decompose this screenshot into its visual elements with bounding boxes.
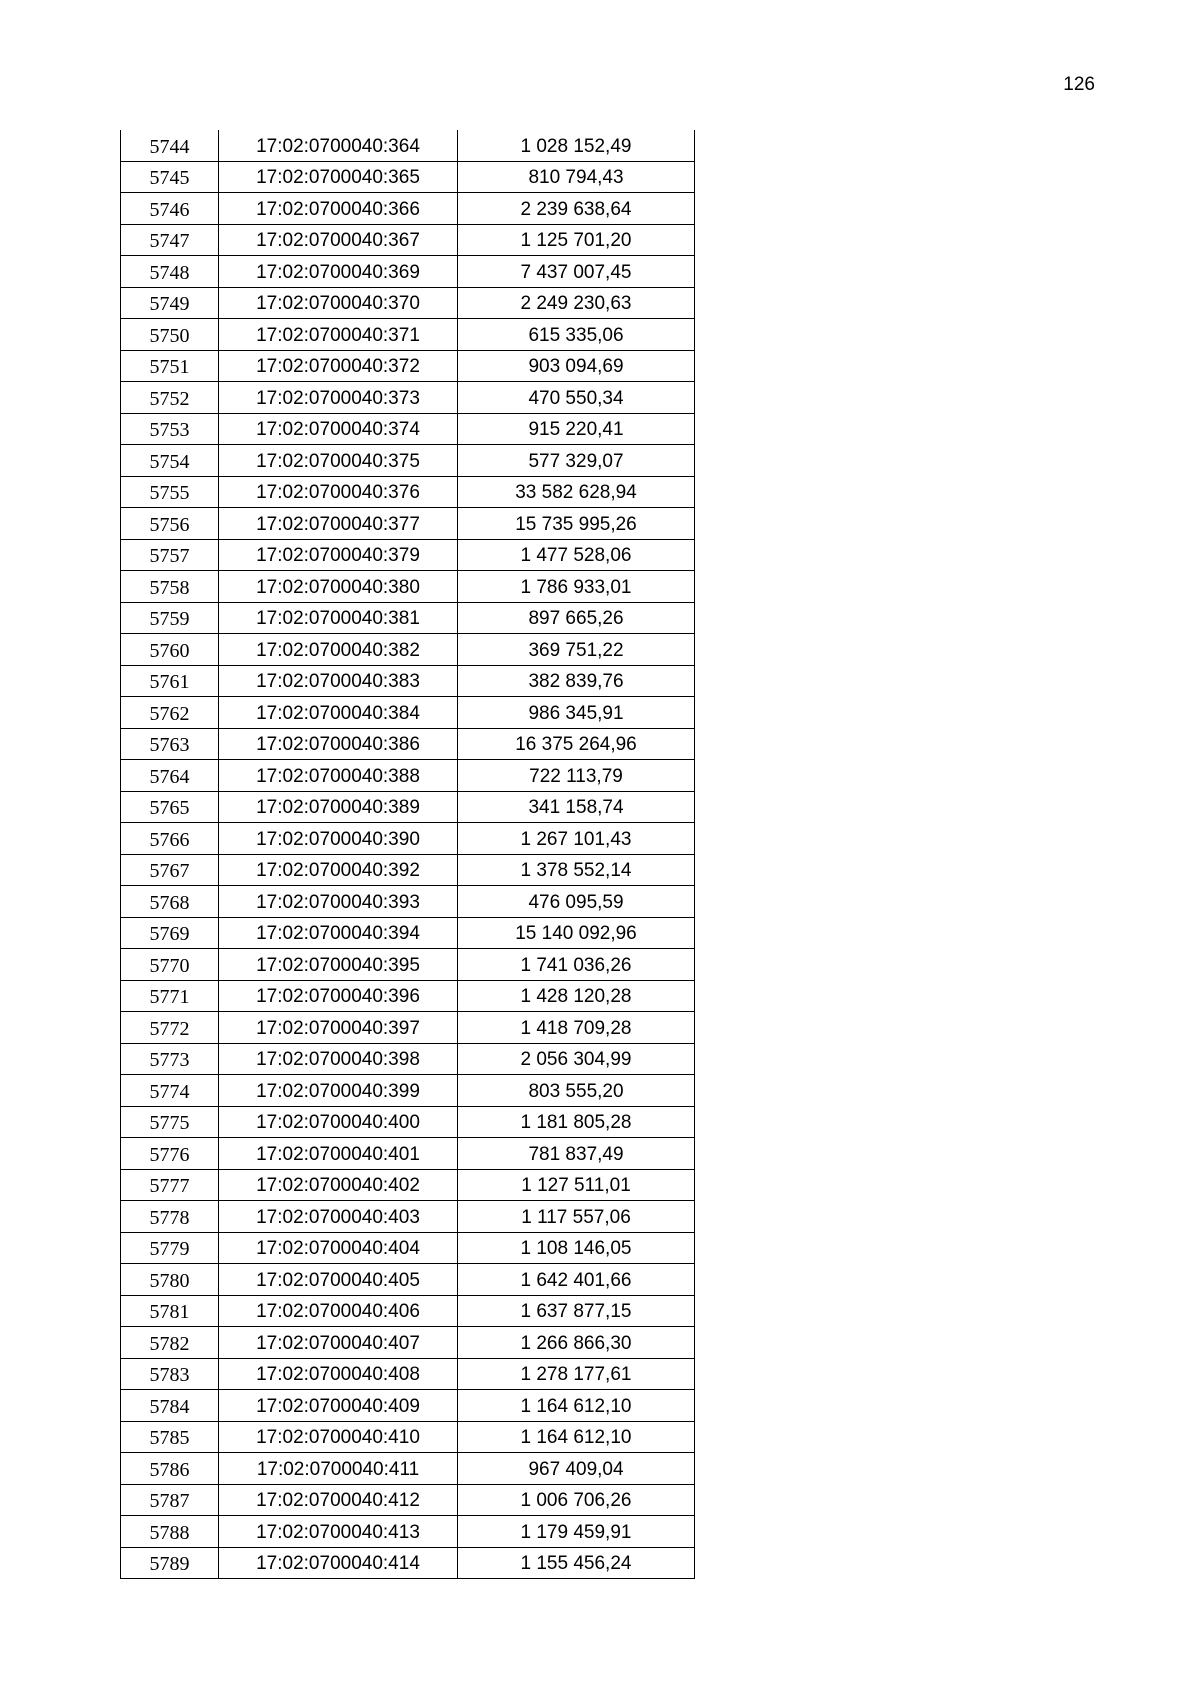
value-cell: 1 267 101,43 bbox=[458, 823, 695, 855]
cadastral-number-cell: 17:02:0700040:374 bbox=[219, 413, 458, 445]
value-cell: 803 555,20 bbox=[458, 1075, 695, 1107]
row-number-cell: 5765 bbox=[121, 791, 219, 823]
value-cell: 1 181 805,28 bbox=[458, 1106, 695, 1138]
row-number-cell: 5769 bbox=[121, 917, 219, 949]
cadastral-number-cell: 17:02:0700040:380 bbox=[219, 571, 458, 603]
table-row bbox=[121, 823, 695, 855]
row-number-cell: 5750 bbox=[121, 319, 219, 351]
table-row bbox=[121, 319, 695, 351]
row-number-cell: 5761 bbox=[121, 665, 219, 697]
cadastral-number-cell: 17:02:0700040:370 bbox=[219, 287, 458, 319]
cadastral-number-cell: 17:02:0700040:395 bbox=[219, 949, 458, 981]
row-number-cell: 5745 bbox=[121, 161, 219, 193]
cadastral-number-cell: 17:02:0700040:406 bbox=[219, 1295, 458, 1327]
cadastral-number-cell: 17:02:0700040:402 bbox=[219, 1169, 458, 1201]
row-number-cell: 5767 bbox=[121, 854, 219, 886]
cadastral-number-cell: 17:02:0700040:394 bbox=[219, 917, 458, 949]
table-row bbox=[121, 1106, 695, 1138]
row-number-cell: 5757 bbox=[121, 539, 219, 571]
cadastral-number-cell: 17:02:0700040:409 bbox=[219, 1390, 458, 1422]
table-row bbox=[121, 476, 695, 508]
cadastral-number-cell: 17:02:0700040:401 bbox=[219, 1138, 458, 1170]
row-number-cell: 5753 bbox=[121, 413, 219, 445]
table-row bbox=[121, 1516, 695, 1548]
table-row bbox=[121, 508, 695, 540]
value-cell: 15 735 995,26 bbox=[458, 508, 695, 540]
row-number-cell: 5773 bbox=[121, 1043, 219, 1075]
table-row bbox=[121, 571, 695, 603]
value-cell: 470 550,34 bbox=[458, 382, 695, 414]
value-cell: 1 125 701,20 bbox=[458, 224, 695, 256]
table-row bbox=[121, 1201, 695, 1233]
table-row bbox=[121, 917, 695, 949]
table-row bbox=[121, 728, 695, 760]
row-number-cell: 5782 bbox=[121, 1327, 219, 1359]
cadastral-number-cell: 17:02:0700040:398 bbox=[219, 1043, 458, 1075]
value-cell: 2 056 304,99 bbox=[458, 1043, 695, 1075]
cadastral-number-cell: 17:02:0700040:404 bbox=[219, 1232, 458, 1264]
row-number-cell: 5766 bbox=[121, 823, 219, 855]
cadastral-number-cell: 17:02:0700040:364 bbox=[219, 130, 458, 161]
value-cell: 915 220,41 bbox=[458, 413, 695, 445]
cadastral-number-cell: 17:02:0700040:399 bbox=[219, 1075, 458, 1107]
table-row bbox=[121, 1547, 695, 1579]
value-cell: 1 642 401,66 bbox=[458, 1264, 695, 1296]
row-number-cell: 5755 bbox=[121, 476, 219, 508]
table-body bbox=[121, 130, 695, 1579]
value-cell: 897 665,26 bbox=[458, 602, 695, 634]
value-cell: 1 418 709,28 bbox=[458, 1012, 695, 1044]
value-cell: 1 477 528,06 bbox=[458, 539, 695, 571]
value-cell: 1 378 552,14 bbox=[458, 854, 695, 886]
cadastral-number-cell: 17:02:0700040:414 bbox=[219, 1547, 458, 1579]
row-number-cell: 5744 bbox=[121, 130, 219, 161]
value-cell: 16 375 264,96 bbox=[458, 728, 695, 760]
cadastral-number-cell: 17:02:0700040:365 bbox=[219, 161, 458, 193]
row-number-cell: 5748 bbox=[121, 256, 219, 288]
table-row bbox=[121, 1453, 695, 1485]
value-cell: 1 155 456,24 bbox=[458, 1547, 695, 1579]
cadastral-number-cell: 17:02:0700040:411 bbox=[219, 1453, 458, 1485]
value-cell: 903 094,69 bbox=[458, 350, 695, 382]
cadastral-number-cell: 17:02:0700040:379 bbox=[219, 539, 458, 571]
cadastral-number-cell: 17:02:0700040:407 bbox=[219, 1327, 458, 1359]
value-cell: 1 164 612,10 bbox=[458, 1421, 695, 1453]
cadastral-number-cell: 17:02:0700040:392 bbox=[219, 854, 458, 886]
value-cell: 1 108 146,05 bbox=[458, 1232, 695, 1264]
table-row bbox=[121, 1169, 695, 1201]
row-number-cell: 5762 bbox=[121, 697, 219, 729]
value-cell: 15 140 092,96 bbox=[458, 917, 695, 949]
row-number-cell: 5780 bbox=[121, 1264, 219, 1296]
table-row bbox=[121, 445, 695, 477]
value-cell: 967 409,04 bbox=[458, 1453, 695, 1485]
table-row bbox=[121, 886, 695, 918]
table-row bbox=[121, 1138, 695, 1170]
table-row bbox=[121, 949, 695, 981]
table-row bbox=[121, 413, 695, 445]
table-row bbox=[121, 1390, 695, 1422]
cadastral-number-cell: 17:02:0700040:413 bbox=[219, 1516, 458, 1548]
table-row bbox=[121, 697, 695, 729]
value-cell: 369 751,22 bbox=[458, 634, 695, 666]
value-cell: 341 158,74 bbox=[458, 791, 695, 823]
page-number: 126 bbox=[1063, 74, 1095, 95]
value-cell: 1 637 877,15 bbox=[458, 1295, 695, 1327]
row-number-cell: 5758 bbox=[121, 571, 219, 603]
value-cell: 1 278 177,61 bbox=[458, 1358, 695, 1390]
table-row bbox=[121, 980, 695, 1012]
value-cell: 781 837,49 bbox=[458, 1138, 695, 1170]
row-number-cell: 5760 bbox=[121, 634, 219, 666]
table-row bbox=[121, 791, 695, 823]
table-row bbox=[121, 224, 695, 256]
table-row bbox=[121, 1358, 695, 1390]
cadastral-number-cell: 17:02:0700040:388 bbox=[219, 760, 458, 792]
cadastral-number-cell: 17:02:0700040:367 bbox=[219, 224, 458, 256]
cadastral-number-cell: 17:02:0700040:400 bbox=[219, 1106, 458, 1138]
cadastral-number-cell: 17:02:0700040:369 bbox=[219, 256, 458, 288]
table-row bbox=[121, 130, 695, 161]
value-cell: 7 437 007,45 bbox=[458, 256, 695, 288]
row-number-cell: 5781 bbox=[121, 1295, 219, 1327]
table-row bbox=[121, 1421, 695, 1453]
row-number-cell: 5774 bbox=[121, 1075, 219, 1107]
value-cell: 986 345,91 bbox=[458, 697, 695, 729]
row-number-cell: 5784 bbox=[121, 1390, 219, 1422]
cadastral-number-cell: 17:02:0700040:366 bbox=[219, 193, 458, 225]
cadastral-number-cell: 17:02:0700040:397 bbox=[219, 1012, 458, 1044]
row-number-cell: 5783 bbox=[121, 1358, 219, 1390]
row-number-cell: 5763 bbox=[121, 728, 219, 760]
row-number-cell: 5746 bbox=[121, 193, 219, 225]
table-row bbox=[121, 854, 695, 886]
row-number-cell: 5752 bbox=[121, 382, 219, 414]
value-cell: 33 582 628,94 bbox=[458, 476, 695, 508]
value-cell: 1 006 706,26 bbox=[458, 1484, 695, 1516]
cadastral-number-cell: 17:02:0700040:372 bbox=[219, 350, 458, 382]
cadastral-number-cell: 17:02:0700040:389 bbox=[219, 791, 458, 823]
value-cell: 1 127 511,01 bbox=[458, 1169, 695, 1201]
value-cell: 2 249 230,63 bbox=[458, 287, 695, 319]
cadastral-number-cell: 17:02:0700040:396 bbox=[219, 980, 458, 1012]
table-row bbox=[121, 1484, 695, 1516]
row-number-cell: 5764 bbox=[121, 760, 219, 792]
cadastral-number-cell: 17:02:0700040:377 bbox=[219, 508, 458, 540]
table-row bbox=[121, 350, 695, 382]
value-cell: 1 428 120,28 bbox=[458, 980, 695, 1012]
value-cell: 1 028 152,49 bbox=[458, 130, 695, 161]
row-number-cell: 5785 bbox=[121, 1421, 219, 1453]
table-row bbox=[121, 1295, 695, 1327]
table-row bbox=[121, 1327, 695, 1359]
value-cell: 1 117 557,06 bbox=[458, 1201, 695, 1233]
table-row bbox=[121, 193, 695, 225]
table-row bbox=[121, 1075, 695, 1107]
row-number-cell: 5751 bbox=[121, 350, 219, 382]
table-row bbox=[121, 1043, 695, 1075]
cadastral-number-cell: 17:02:0700040:386 bbox=[219, 728, 458, 760]
table-row bbox=[121, 634, 695, 666]
table-row bbox=[121, 287, 695, 319]
value-cell: 1 741 036,26 bbox=[458, 949, 695, 981]
row-number-cell: 5771 bbox=[121, 980, 219, 1012]
value-cell: 615 335,06 bbox=[458, 319, 695, 351]
row-number-cell: 5754 bbox=[121, 445, 219, 477]
value-cell: 2 239 638,64 bbox=[458, 193, 695, 225]
value-cell: 1 786 933,01 bbox=[458, 571, 695, 603]
table-row bbox=[121, 161, 695, 193]
cadastral-number-cell: 17:02:0700040:390 bbox=[219, 823, 458, 855]
row-number-cell: 5775 bbox=[121, 1106, 219, 1138]
row-number-cell: 5749 bbox=[121, 287, 219, 319]
row-number-cell: 5779 bbox=[121, 1232, 219, 1264]
cadastral-table bbox=[120, 130, 695, 1579]
value-cell: 577 329,07 bbox=[458, 445, 695, 477]
cadastral-number-cell: 17:02:0700040:382 bbox=[219, 634, 458, 666]
row-number-cell: 5747 bbox=[121, 224, 219, 256]
cadastral-number-cell: 17:02:0700040:393 bbox=[219, 886, 458, 918]
value-cell: 1 266 866,30 bbox=[458, 1327, 695, 1359]
row-number-cell: 5756 bbox=[121, 508, 219, 540]
cadastral-number-cell: 17:02:0700040:381 bbox=[219, 602, 458, 634]
value-cell: 382 839,76 bbox=[458, 665, 695, 697]
cadastral-number-cell: 17:02:0700040:412 bbox=[219, 1484, 458, 1516]
row-number-cell: 5777 bbox=[121, 1169, 219, 1201]
table-row bbox=[121, 539, 695, 571]
cadastral-number-cell: 17:02:0700040:403 bbox=[219, 1201, 458, 1233]
table-row bbox=[121, 602, 695, 634]
value-cell: 476 095,59 bbox=[458, 886, 695, 918]
cadastral-number-cell: 17:02:0700040:405 bbox=[219, 1264, 458, 1296]
row-number-cell: 5759 bbox=[121, 602, 219, 634]
cadastral-number-cell: 17:02:0700040:375 bbox=[219, 445, 458, 477]
row-number-cell: 5778 bbox=[121, 1201, 219, 1233]
row-number-cell: 5768 bbox=[121, 886, 219, 918]
cadastral-number-cell: 17:02:0700040:383 bbox=[219, 665, 458, 697]
cadastral-number-cell: 17:02:0700040:371 bbox=[219, 319, 458, 351]
row-number-cell: 5770 bbox=[121, 949, 219, 981]
table-row bbox=[121, 760, 695, 792]
cadastral-number-cell: 17:02:0700040:373 bbox=[219, 382, 458, 414]
row-number-cell: 5788 bbox=[121, 1516, 219, 1548]
cadastral-number-cell: 17:02:0700040:376 bbox=[219, 476, 458, 508]
table-row bbox=[121, 382, 695, 414]
row-number-cell: 5772 bbox=[121, 1012, 219, 1044]
row-number-cell: 5776 bbox=[121, 1138, 219, 1170]
table-row bbox=[121, 256, 695, 288]
value-cell: 722 113,79 bbox=[458, 760, 695, 792]
cadastral-number-cell: 17:02:0700040:384 bbox=[219, 697, 458, 729]
cadastral-number-cell: 17:02:0700040:410 bbox=[219, 1421, 458, 1453]
cadastral-number-cell: 17:02:0700040:408 bbox=[219, 1358, 458, 1390]
value-cell: 810 794,43 bbox=[458, 161, 695, 193]
value-cell: 1 179 459,91 bbox=[458, 1516, 695, 1548]
row-number-cell: 5789 bbox=[121, 1547, 219, 1579]
table-row bbox=[121, 1264, 695, 1296]
table-row bbox=[121, 665, 695, 697]
table-row bbox=[121, 1232, 695, 1264]
table-row bbox=[121, 1012, 695, 1044]
value-cell: 1 164 612,10 bbox=[458, 1390, 695, 1422]
row-number-cell: 5787 bbox=[121, 1484, 219, 1516]
row-number-cell: 5786 bbox=[121, 1453, 219, 1485]
